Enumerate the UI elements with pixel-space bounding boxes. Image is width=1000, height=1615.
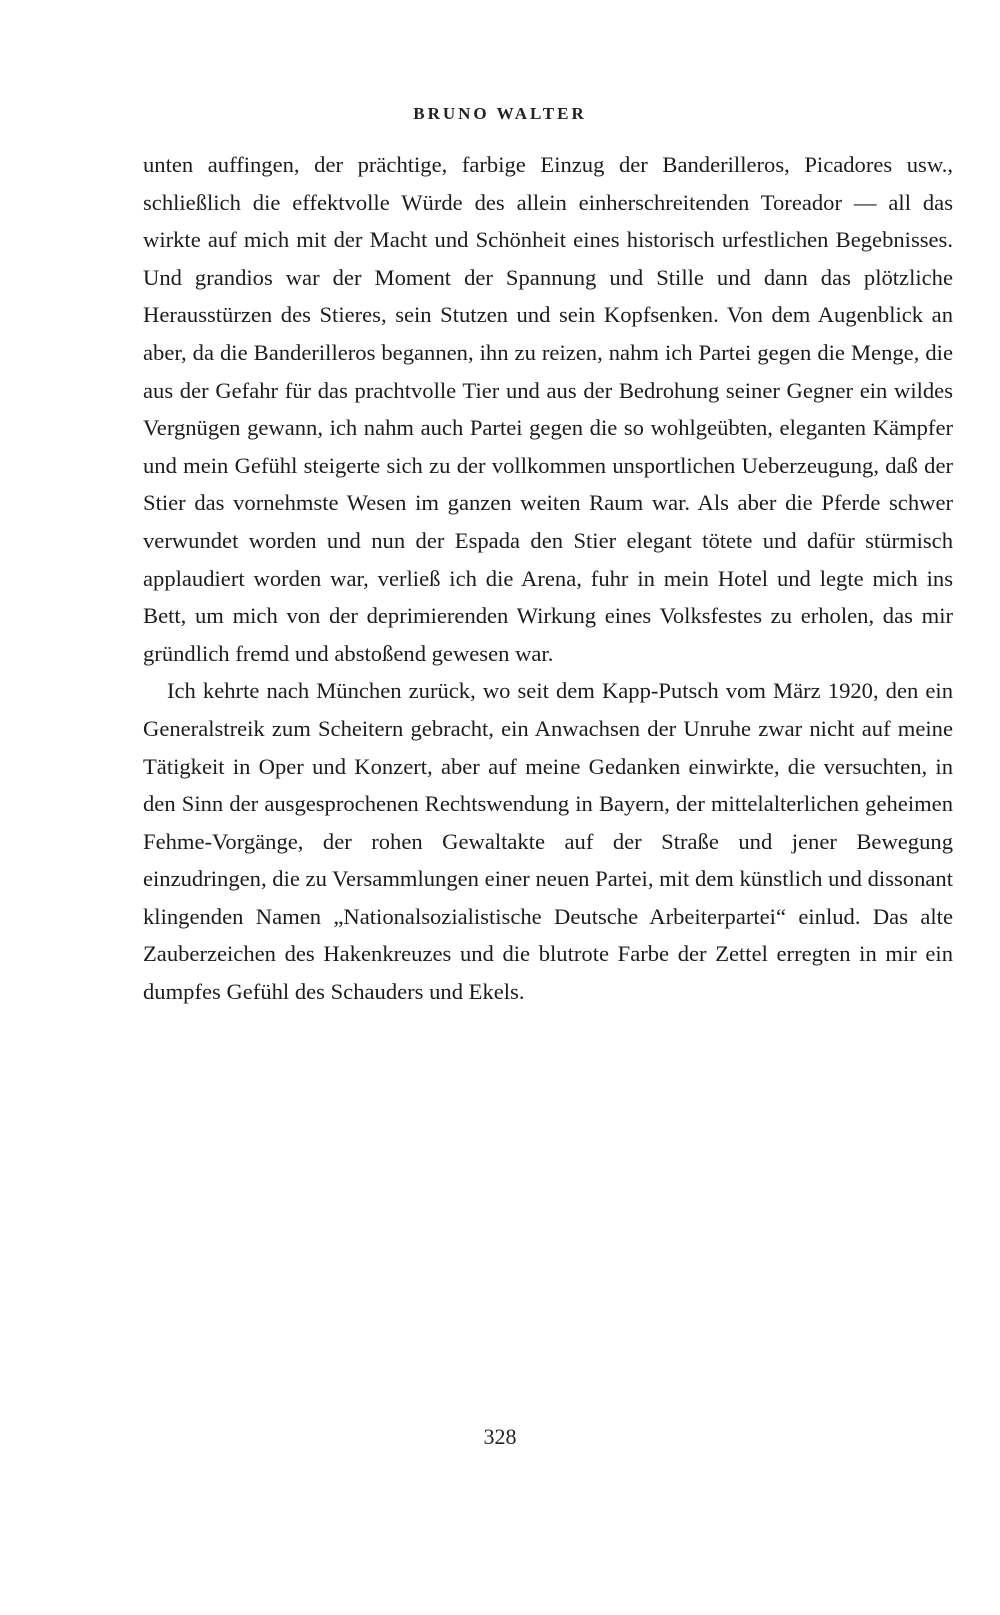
paragraph-continued: unten auffingen, der prächtige, farbige Einzug der Banderilleros, Picadores usw., schließlich die effektvolle Würde des allein einherschreitenden Toreador — all das wirkte auf mich mit der Macht und Schönheit eines historisch urfestlichen Begebnisses. Und grandios war der Moment der Spannung und Stille und dann das plötzliche Herausstürzen des Stieres, sein Stutzen und sein Kopfsenken. Von dem Augenblick an aber, da die Banderilleros begannen, ihn zu reizen, nahm ich Partei gegen die Menge, die aus der Gefahr für das prachtvolle Tier und aus der Bedrohung seiner Gegner ein wildes Vergnügen gewann, ich nahm auch Partei gegen die so wohlgeübten, eleganten Kämpfer und mein Gefühl steigerte sich zu der vollkommen unsportlichen Ueberzeugung, daß der Stier das vornehmste Wesen im ganzen weiten Raum war. Als aber die Pferde schwer verwundet worden und nun der Espada den Stier elegant tötete und dafür stürmisch applaudiert worden war, verließ ich die Arena, fuhr in mein Hotel und legte mich ins Bett, um mich von der deprimierenden Wirkung eines Volksfestes zu erholen, das mir gründlich fremd und abstoßend gewesen war. xyxy=(143,152,953,666)
page-number: 328 xyxy=(483,1424,517,1449)
running-head: BRUNO WALTER xyxy=(413,104,587,123)
paragraph-munich: Ich kehrte nach München zurück, wo seit dem Kapp-Putsch vom März 1920, den ein Generalstreik zum Scheitern gebracht, ein Anwachsen der Unruhe zwar nicht auf meine Tätigkeit in Oper und Konzert, aber auf meine Gedanken einwirkte, die versuchten, in den Sinn der ausgesprochenen Rechtswendung in Bayern, der mittelalterlichen geheimen Fehme-Vorgänge, der rohen Gewaltakte auf der Straße und jener Bewegung einzudringen, die zu Versammlungen einer neuen Partei, mit dem künstlich und dissonant klingenden Namen „Nationalsozialistische Deutsche Arbeiterpartei“ einlud. Das alte Zauberzeichen des Hakenkreuzes und die blutrote Farbe der Zettel erregten in mir ein dumpfes Gefühl des Schauders und Ekels. xyxy=(143,678,953,1005)
body-text xyxy=(143,146,953,1011)
